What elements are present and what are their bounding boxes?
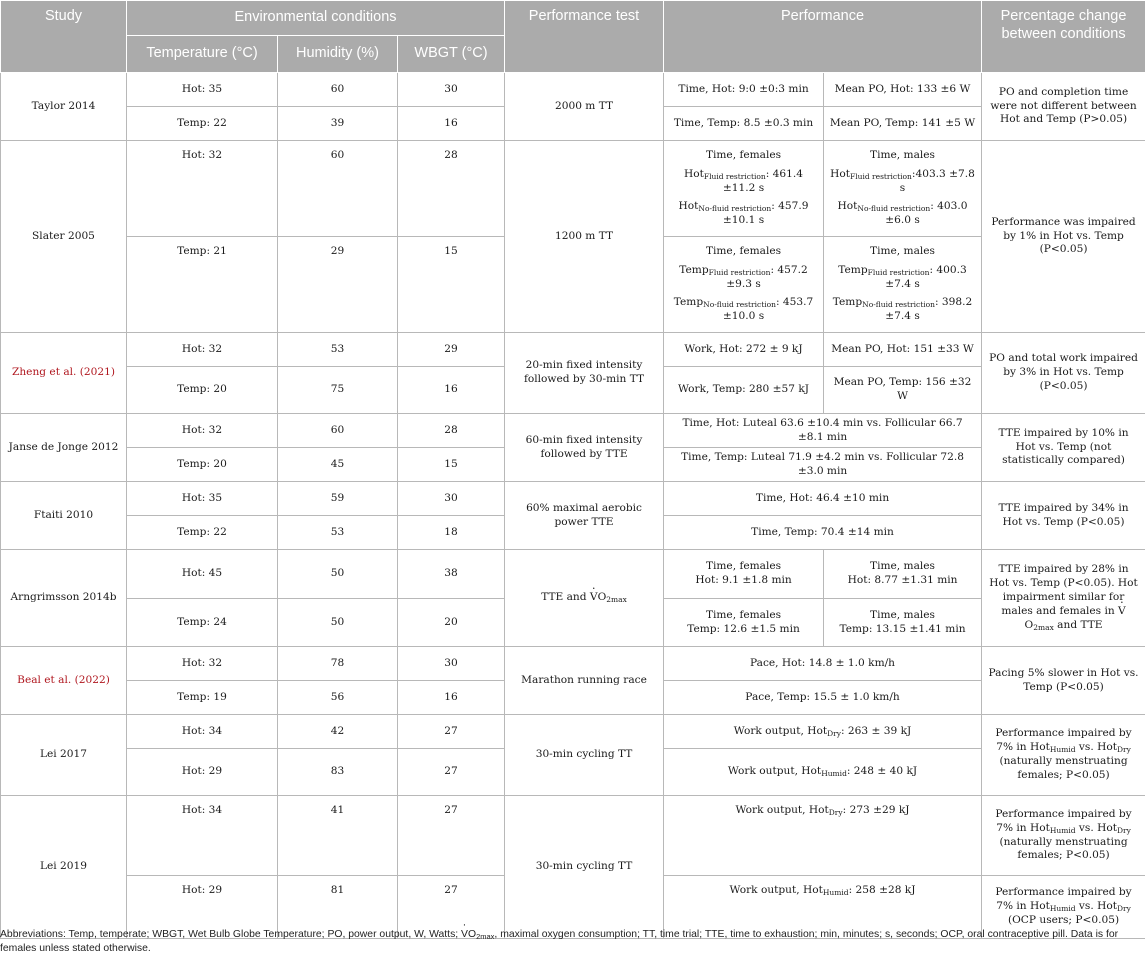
performance-line bbox=[669, 296, 818, 324]
performance-prefix: Work output, Hot bbox=[729, 884, 823, 896]
header-performance: Performance bbox=[664, 1, 982, 73]
performance-test-cell: 20-min fixed intensity followed by 30-min TT bbox=[505, 333, 664, 414]
performance-prefix: Hot bbox=[684, 167, 704, 180]
performance-subscript: No-fluid restriction bbox=[857, 204, 931, 214]
performance-cell: Pace, Hot: 14.8 ± 1.0 km/h bbox=[664, 647, 982, 681]
wbgt-cell: 15 bbox=[398, 237, 505, 333]
temperature-cell: Temp: 24 bbox=[127, 599, 278, 647]
table-row bbox=[1, 73, 1145, 107]
wbgt-cell: 29 bbox=[398, 333, 505, 367]
temperature-cell: Hot: 32 bbox=[127, 333, 278, 367]
temperature-cell: Hot: 29 bbox=[127, 749, 278, 796]
wbgt-cell: 16 bbox=[398, 107, 505, 141]
wbgt-cell: 28 bbox=[398, 414, 505, 448]
performance-test-cell bbox=[505, 550, 664, 647]
table-row bbox=[1, 647, 1145, 681]
percentage-change-cell: TTE impaired by 34% in Hot vs. Temp (P<0.05) bbox=[982, 482, 1145, 550]
footnote-text-end: , maximal oxygen consumption; TT, time trial; TTE, time to exhaustion; min, minutes; s, seconds; OCP, oral contraceptive pill. Data is for females unless stated otherwise. bbox=[0, 929, 1119, 954]
change-text-end: (OCP users; P<0.05) bbox=[1007, 913, 1120, 926]
performance-value: : 457.9 ±10.1 s bbox=[722, 200, 809, 227]
performance-subscript: Fluid restriction bbox=[850, 171, 912, 181]
temperature-cell: Hot: 32 bbox=[127, 647, 278, 681]
performance-test-cell: 2000 m TT bbox=[505, 73, 664, 141]
performance-cell: Time, Hot: 46.4 ±10 min bbox=[664, 482, 982, 516]
performance-line bbox=[669, 168, 818, 196]
performance-test-cell: 1200 m TT bbox=[505, 141, 664, 333]
study-cell: Lei 2017 bbox=[1, 715, 127, 796]
vo2-v: · V bbox=[461, 928, 468, 942]
temperature-cell: Hot: 35 bbox=[127, 73, 278, 107]
performance-title: Time, males bbox=[870, 148, 935, 161]
wbgt-cell: 20 bbox=[398, 599, 505, 647]
temperature-cell: Hot: 45 bbox=[127, 550, 278, 599]
humidity-cell: 60 bbox=[278, 141, 398, 237]
wbgt-cell: 27 bbox=[398, 715, 505, 749]
performance-subscript: Humid bbox=[821, 769, 847, 779]
abbreviations-footnote bbox=[0, 928, 1140, 955]
performance-subscript: Humid bbox=[822, 888, 849, 897]
wbgt-cell: 27 bbox=[398, 876, 505, 939]
temperature-cell: Hot: 35 bbox=[127, 482, 278, 516]
performance-test-cell: Marathon running race bbox=[505, 647, 664, 715]
performance-cell: Work, Temp: 280 ±57 kJ bbox=[664, 367, 824, 414]
table-row bbox=[1, 482, 1145, 516]
change-text: Performance impaired by 7% in Hot bbox=[995, 886, 1132, 913]
performance-value: Temp: 12.6 ±1.5 min bbox=[687, 622, 800, 635]
study-cell: Ftaiti 2010 bbox=[1, 482, 127, 550]
temperature-cell: Temp: 21 bbox=[127, 237, 278, 333]
change-subscript: Humid bbox=[1049, 745, 1076, 755]
wbgt-cell: 30 bbox=[398, 73, 505, 107]
humidity-cell: 50 bbox=[278, 550, 398, 599]
performance-subscript: Dry bbox=[828, 808, 843, 817]
performance-value: : 258 ±28 kJ bbox=[848, 884, 916, 896]
performance-title: Time, males bbox=[870, 608, 935, 621]
humidity-cell: 29 bbox=[278, 237, 398, 333]
percentage-change-cell: TTE impaired by 10% in Hot vs. Temp (not statistically compared) bbox=[982, 414, 1145, 482]
vo2-subscript: 2max bbox=[1033, 622, 1054, 632]
change-text-end: (naturally menstruating females; P<0.05) bbox=[999, 835, 1128, 862]
performance-prefix: Temp bbox=[832, 296, 863, 309]
performance-value: : 403.0 ±6.0 s bbox=[885, 200, 968, 227]
performance-cell: Time, Temp: 8.5 ±0.3 min bbox=[664, 107, 824, 141]
performance-cell bbox=[664, 749, 982, 796]
temperature-cell: Hot: 29 bbox=[127, 876, 278, 939]
study-link[interactable]: Zheng et al. (2021) bbox=[1, 333, 127, 414]
performance-subscript: Fluid restriction bbox=[708, 267, 771, 277]
table-row bbox=[1, 796, 1145, 876]
table-row bbox=[1, 715, 1145, 749]
performance-title: Time, males bbox=[870, 244, 935, 257]
wbgt-cell: 38 bbox=[398, 550, 505, 599]
wbgt-cell: 18 bbox=[398, 516, 505, 550]
performance-cell bbox=[824, 550, 982, 599]
wbgt-cell: 16 bbox=[398, 367, 505, 414]
vo2-v: · V bbox=[1118, 605, 1126, 619]
percentage-change-cell: PO and total work impaired by 3% in Hot vs. Temp (P<0.05) bbox=[982, 333, 1145, 414]
performance-cell bbox=[824, 237, 982, 333]
performance-value: : 263 ± 39 kJ bbox=[840, 724, 912, 737]
change-text-mid: vs. Hot bbox=[1075, 900, 1117, 913]
temperature-cell: Hot: 34 bbox=[127, 796, 278, 876]
humidity-cell: 83 bbox=[278, 749, 398, 796]
performance-subscript: Fluid restriction bbox=[703, 171, 766, 181]
study-cell: Janse de Jonge 2012 bbox=[1, 414, 127, 482]
change-text: Performance impaired by 7% in Hot bbox=[995, 727, 1132, 754]
wbgt-cell: 16 bbox=[398, 681, 505, 715]
wbgt-cell: 28 bbox=[398, 141, 505, 237]
performance-cell: Time, Hot: Luteal 63.6 ±10.4 min vs. Follicular 66.7 ±8.1 min bbox=[664, 414, 982, 448]
performance-prefix: Temp bbox=[679, 263, 709, 276]
performance-value: : 398.2 ±7.4 s bbox=[885, 296, 973, 323]
temperature-cell: Temp: 19 bbox=[127, 681, 278, 715]
performance-title: Time, females bbox=[705, 148, 782, 161]
study-cell: Arngrimsson 2014b bbox=[1, 550, 127, 647]
performance-test-cell: 30-min cycling TT bbox=[505, 796, 664, 939]
wbgt-cell: 27 bbox=[398, 749, 505, 796]
performance-value: : 457.2 ±9.3 s bbox=[726, 263, 808, 290]
vo2-v: · V bbox=[590, 591, 598, 605]
performance-line bbox=[669, 264, 818, 292]
change-subscript: Humid bbox=[1049, 904, 1076, 914]
temperature-cell: Temp: 22 bbox=[127, 107, 278, 141]
performance-prefix: Temp bbox=[673, 296, 704, 309]
study-cell: Taylor 2014 bbox=[1, 73, 127, 141]
performance-cell bbox=[824, 141, 982, 237]
performance-value: : 273 ±29 kJ bbox=[842, 804, 910, 816]
change-subscript: Dry bbox=[1116, 745, 1131, 755]
percentage-change-cell bbox=[982, 796, 1145, 876]
performance-cell: Time, Temp: 70.4 ±14 min bbox=[664, 516, 982, 550]
performance-value: : 461.4 ±11.2 s bbox=[722, 167, 804, 194]
humidity-cell: 60 bbox=[278, 73, 398, 107]
performance-subscript: Fluid restriction bbox=[867, 267, 930, 277]
performance-cell bbox=[664, 715, 982, 749]
change-text-mid: vs. Hot bbox=[1075, 821, 1117, 834]
change-subscript: Humid bbox=[1049, 825, 1076, 835]
performance-value: :403.3 ±7.8 s bbox=[899, 167, 975, 194]
performance-value: : 248 ± 40 kJ bbox=[846, 765, 918, 778]
performance-title: Time, females bbox=[705, 608, 782, 621]
performance-subscript: Dry bbox=[827, 728, 841, 738]
wbgt-cell: 27 bbox=[398, 796, 505, 876]
humidity-cell: 39 bbox=[278, 107, 398, 141]
header-study: Study bbox=[1, 1, 127, 73]
study-cell: Lei 2019 bbox=[1, 796, 127, 939]
humidity-cell: 41 bbox=[278, 796, 398, 876]
performance-subscript: No-fluid restriction bbox=[698, 204, 772, 214]
performance-line bbox=[829, 296, 976, 324]
performance-prefix: Work output, Hot bbox=[733, 724, 828, 737]
performance-cell bbox=[664, 237, 824, 333]
test-prefix: TTE and bbox=[541, 591, 590, 604]
performance-cell bbox=[664, 599, 824, 647]
performance-cell bbox=[824, 599, 982, 647]
performance-value: Hot: 8.77 ±1.31 min bbox=[847, 574, 958, 586]
performance-subscript: No-fluid restriction bbox=[703, 300, 776, 310]
performance-cell: Mean PO, Hot: 133 ±6 W bbox=[824, 73, 982, 107]
performance-prefix: Work output, Hot bbox=[735, 804, 829, 816]
header-temperature: Temperature (°C) bbox=[127, 36, 278, 73]
vo2-o: O bbox=[1024, 618, 1034, 631]
humidity-cell: 78 bbox=[278, 647, 398, 681]
temperature-cell: Hot: 34 bbox=[127, 715, 278, 749]
wbgt-cell: 30 bbox=[398, 482, 505, 516]
performance-value: Hot: 9.1 ±1.8 min bbox=[695, 574, 792, 586]
performance-test-cell: 30-min cycling TT bbox=[505, 715, 664, 796]
header-environmental-conditions: Environmental conditions bbox=[127, 1, 505, 36]
vo2-subscript: 2max bbox=[476, 932, 495, 941]
header-percentage-change: Percentage change between conditions bbox=[982, 1, 1145, 73]
percentage-change-cell: Performance was impaired by 1% in Hot vs. Temp (P<0.05) bbox=[982, 141, 1145, 333]
performance-prefix: Temp bbox=[838, 263, 868, 276]
change-text: Performance impaired by 7% in Hot bbox=[995, 807, 1132, 834]
change-text-end: (naturally menstruating females; P<0.05) bbox=[999, 755, 1128, 781]
performance-cell: Work, Hot: 272 ± 9 kJ bbox=[664, 333, 824, 367]
performance-line bbox=[669, 200, 818, 228]
performance-title: Time, males bbox=[870, 560, 935, 573]
performance-cell: Mean PO, Temp: 141 ±5 W bbox=[824, 107, 982, 141]
study-link[interactable]: Beal et al. (2022) bbox=[1, 647, 127, 715]
footnote-text: Abbreviations: Temp, temperate; WBGT, Wet Bulb Globe Temperature; PO, power output, W, Watts; bbox=[0, 929, 462, 940]
humidity-cell: 50 bbox=[278, 599, 398, 647]
temperature-cell: Temp: 20 bbox=[127, 367, 278, 414]
table-row bbox=[1, 333, 1145, 367]
humidity-cell: 75 bbox=[278, 367, 398, 414]
performance-cell bbox=[664, 141, 824, 237]
performance-prefix: Hot bbox=[837, 200, 858, 213]
wbgt-cell: 15 bbox=[398, 448, 505, 482]
performance-line bbox=[829, 200, 976, 228]
performance-value: : 400.3 ±7.4 s bbox=[885, 263, 967, 290]
performance-cell bbox=[664, 550, 824, 599]
humidity-cell: 59 bbox=[278, 482, 398, 516]
change-text: TTE impaired by 28% in Hot vs. Temp (P<0.05). Hot impairment similar for males and females in bbox=[989, 563, 1138, 617]
temperature-cell: Hot: 32 bbox=[127, 141, 278, 237]
table-row bbox=[1, 141, 1145, 237]
percentage-change-cell: Pacing 5% slower in Hot vs. Temp (P<0.05) bbox=[982, 647, 1145, 715]
header-performance-test: Performance test bbox=[505, 1, 664, 73]
humidity-cell: 60 bbox=[278, 414, 398, 448]
performance-title: Time, females bbox=[705, 244, 782, 257]
vo2-o: O bbox=[597, 591, 607, 604]
wbgt-cell: 30 bbox=[398, 647, 505, 681]
temperature-cell: Temp: 22 bbox=[127, 516, 278, 550]
performance-value: : 453.7 ±10.0 s bbox=[722, 296, 814, 323]
performance-prefix: Hot bbox=[678, 200, 699, 213]
humidity-cell: 45 bbox=[278, 448, 398, 482]
performance-line bbox=[829, 264, 976, 292]
table-row bbox=[1, 414, 1145, 448]
performance-value: Temp: 13.15 ±1.41 min bbox=[839, 622, 966, 635]
percentage-change-cell: PO and completion time were not different between Hot and Temp (P>0.05) bbox=[982, 73, 1145, 141]
temperature-cell: Hot: 32 bbox=[127, 414, 278, 448]
performance-cell bbox=[664, 796, 982, 876]
humidity-cell: 81 bbox=[278, 876, 398, 939]
performance-test-cell: 60% maximal aerobic power TTE bbox=[505, 482, 664, 550]
performance-cell: Time, Temp: Luteal 71.9 ±4.2 min vs. Follicular 72.8 ±3.0 min bbox=[664, 448, 982, 482]
performance-test-cell: 60-min fixed intensity followed by TTE bbox=[505, 414, 664, 482]
humidity-cell: 56 bbox=[278, 681, 398, 715]
change-text-mid: vs. Hot bbox=[1075, 741, 1117, 754]
humidity-cell: 53 bbox=[278, 516, 398, 550]
humidity-cell: 42 bbox=[278, 715, 398, 749]
table-row bbox=[1, 550, 1145, 599]
humidity-cell: 53 bbox=[278, 333, 398, 367]
performance-cell: Mean PO, Hot: 151 ±33 W bbox=[824, 333, 982, 367]
performance-cell: Mean PO, Temp: 156 ±32 W bbox=[824, 367, 982, 414]
change-subscript: Dry bbox=[1116, 825, 1131, 835]
change-subscript: Dry bbox=[1116, 904, 1131, 914]
temperature-cell: Temp: 20 bbox=[127, 448, 278, 482]
percentage-change-cell bbox=[982, 550, 1145, 647]
change-text-end: and TTE bbox=[1053, 618, 1103, 631]
vo2-o: O bbox=[467, 929, 477, 940]
performance-title: Time, females bbox=[705, 560, 782, 573]
study-cell: Slater 2005 bbox=[1, 141, 127, 333]
header-wbgt: WBGT (°C) bbox=[398, 36, 505, 73]
performance-cell: Pace, Temp: 15.5 ± 1.0 km/h bbox=[664, 681, 982, 715]
vo2-subscript: 2max bbox=[606, 595, 627, 605]
performance-prefix: Hot bbox=[830, 167, 851, 180]
performance-subscript: No-fluid restriction bbox=[862, 300, 935, 310]
performance-line bbox=[829, 168, 976, 196]
header-humidity: Humidity (%) bbox=[278, 36, 398, 73]
percentage-change-cell bbox=[982, 715, 1145, 796]
performance-cell: Time, Hot: 9:0 ±0:3 min bbox=[664, 73, 824, 107]
performance-prefix: Work output, Hot bbox=[727, 765, 822, 778]
